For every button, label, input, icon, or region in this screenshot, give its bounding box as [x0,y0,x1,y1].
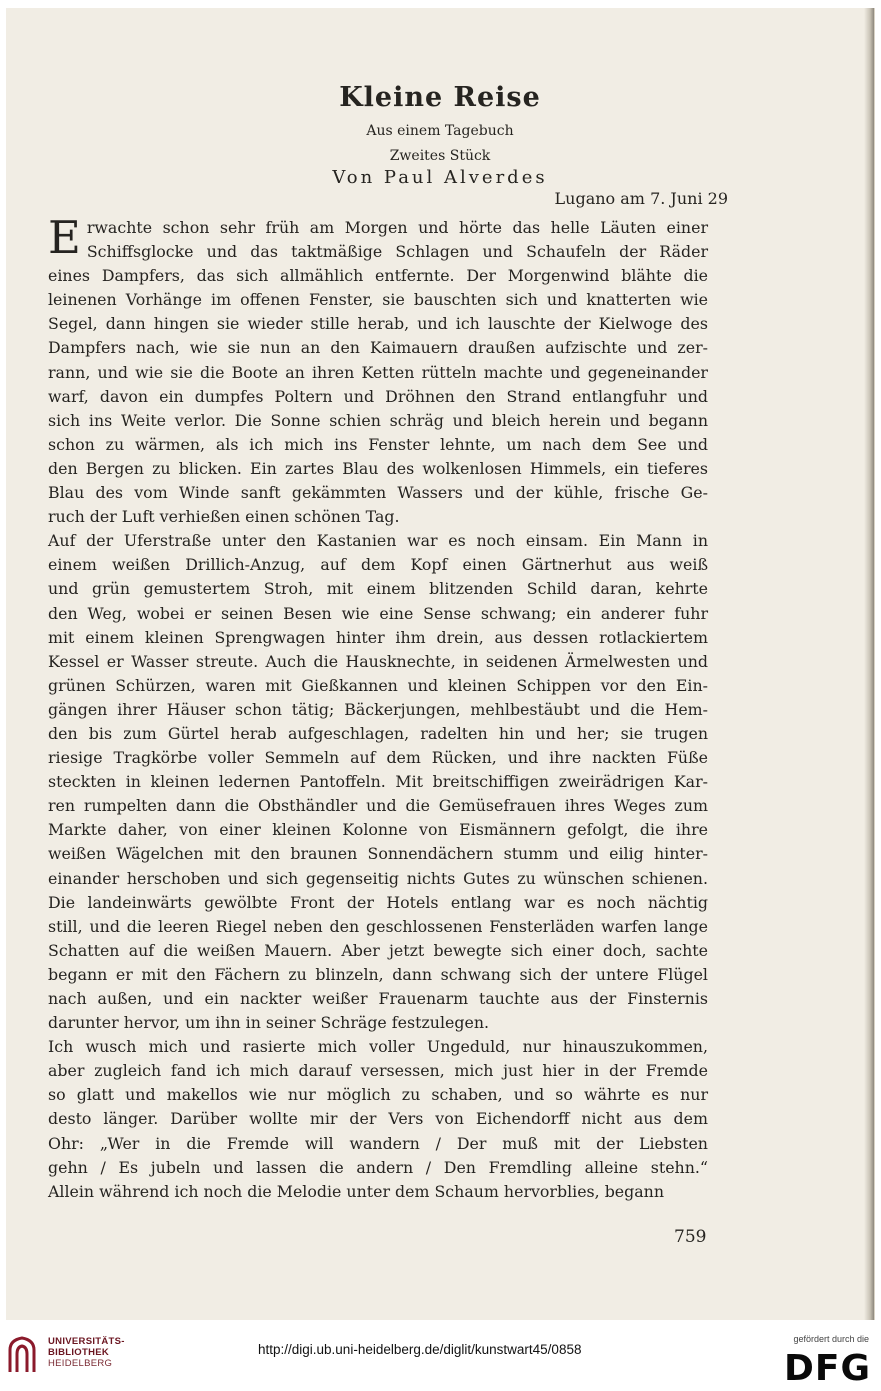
paragraph [48,1035,708,1204]
dfg-logo[interactable]: DFG [783,1348,871,1389]
library-line: UNIVERSITÄTS- [48,1336,125,1347]
text-line: den bis zum Gürtel herab aufgeschlagen, radelten hin und her; sie trugen [48,723,708,743]
article-body [48,211,708,1204]
text-line: so glatt und makellos wie nur möglich zu schaben, und so währte es nur [48,1085,708,1105]
text-line: still, und die leeren Riegel neben den geschlossenen Fensterläden warfen lange [48,916,708,936]
text-line: Schatten auf die weißen Mauern. Aber jetzt bewegte sich einer doch, sachte [48,940,708,960]
text-line: Auf der Uferstraße unter den Kastanien war es noch einsam. Ein Mann in [48,531,708,551]
text-line: steckten in kleinen ledernen Pantoffeln. Mit breitschiffigen zweirädrigen Kar- [48,772,708,792]
text-line: ren rumpelten dann die Obsthändler und die Gemüsefrauen ihres Weges zum [48,796,708,816]
text-line: mit einem kleinen Sprengwagen hinter ihm drein, aus dessen rotlackiertem [48,627,708,647]
scanned-page [6,8,875,1320]
text-line: rann, und wie sie die Boote an ihren Ketten rütteln machte und gegeneinander [48,362,708,382]
article-part: Zweites Stück [389,148,491,164]
text-line: leinenen Vorhänge im offenen Fenster, sie bauschten sich und knatterten wie [48,290,708,310]
article-author: Von Paul Alverdes [332,167,548,188]
article-title: Kleine Reise [339,82,541,113]
text-line: gängen ihrer Häuser schon tätig; Bäckerjungen, mehlbestäubt und die Hem- [48,699,708,719]
text-line: desto länger. Darüber wollte mir der Vers von Eichendorff nicht aus dem [48,1109,708,1129]
page-edge-shadow [864,8,874,1320]
text-line: einem weißen Drillich-Anzug, auf dem Kopf einen Gärtnerhut aus weiß [48,555,708,575]
funded-by-label: gefördert durch die [793,1334,869,1344]
text-line: Kessel er Wasser streute. Auch die Hausknechte, in seidenen Ärmelwesten und [48,651,708,671]
text-line: Die landeinwärts gewölbte Front der Hotels entlang war es noch nächtig [48,892,708,912]
library-line: HEIDELBERG [48,1358,113,1369]
text-line: rwachte schon sehr früh am Morgen und hörte das helle Läuten einer [86,218,708,237]
university-library-logo-icon[interactable] [8,1336,36,1374]
library-name[interactable] [48,1336,125,1369]
library-line: BIBLIOTHEK [48,1347,110,1358]
text-line: den Bergen zu blicken. Ein zartes Blau des wolkenlosen Himmels, ein tieferes [48,458,708,478]
text-line: ruch der Luft verhießen einen schönen Tag. [48,507,400,527]
text-line: Ich wusch mich und rasierte mich voller Ungeduld, nur hinauszukommen, [48,1037,708,1057]
text-line: einander herschoben und sich gegenseitig nichts Gutes zu wünschen schienen. [48,868,708,888]
viewer-footer [0,1322,881,1391]
text-line: darunter hervor, um ihn in seiner Schräge festzulegen. [48,1013,490,1033]
paragraph [48,211,708,529]
text-line: warf, davon ein dumpfes Poltern und Dröhnen den Strand entlangfuhr und [48,386,708,406]
text-line: und grün gemustertem Stroh, mit einem blitzenden Schild daran, kehrte [48,579,708,599]
text-line: begann er mit den Fächern zu blinzeln, dann schwang sich der untere Flügel [48,964,708,984]
text-line: Ohr: „Wer in die Fremde will wandern / Der muß mit der Liebsten [48,1133,708,1153]
article-subtitle: Aus einem Tagebuch [366,123,514,139]
text-line: nach außen, und ein nackter weißer Frauenarm tauchte aus der Finsternis [48,989,708,1008]
paragraph [48,529,708,1035]
text-line: Markte daher, von einer kleinen Kolonne von Eismännern gefolgt, die ihre [48,820,708,840]
text-line: grünen Schürzen, waren mit Gießkannen und kleinen Schippen vor den Ein- [48,675,708,695]
text-line: Schiffsglocke und das taktmäßige Schlagen und Schaufeln der Räder [86,242,708,262]
text-line: aber zugleich fand ich mich darauf versessen, mich just hier in der Fremde [48,1061,708,1081]
text-line: Segel, dann hingen sie wieder stille herab, und ich lauschte der Kielwoge des [48,314,708,334]
dateline: Lugano am 7. Juni 29 [554,189,728,208]
permalink-url[interactable]: http://digi.ub.uni-heidelberg.de/diglit/kunstwart45/0858 [258,1342,582,1357]
text-line: riesige Tragkörbe voller Semmeln auf dem Rücken, und ihre nackten Füße [48,748,708,768]
page-number: 759 [674,1227,707,1247]
text-line: weißen Wägelchen mit den braunen Sonnendächern stumm und eilig hinter- [48,844,708,864]
text-line: gehn / Es jubeln und lassen die andern / Den Fremdling alleine stehn.“ [48,1157,708,1177]
text-line: Allein während ich noch die Melodie unter dem Schaum hervorblies, begann [48,1181,665,1201]
text-line: sich ins Weite verlor. Die Sonne schien schräg und bleich herein und begann [48,410,708,430]
text-line: Blau des vom Winde sanft gekämmten Wassers und der kühle, frische Ge- [48,483,708,503]
text-line: schon zu wärmen, als ich mich ins Fenster lehnte, um nach dem See und [48,434,708,454]
text-line: den Weg, wobei er seinen Besen wie eine Sense schwang; ein anderer fuhr [48,603,708,623]
text-line: Dampfers nach, wie sie nun an den Kaimauern draußen aufzischte und zer- [48,338,708,358]
drop-cap: E [48,211,81,264]
text-line: eines Dampfers, das sich allmählich entfernte. Der Morgenwind blähte die [48,266,708,286]
